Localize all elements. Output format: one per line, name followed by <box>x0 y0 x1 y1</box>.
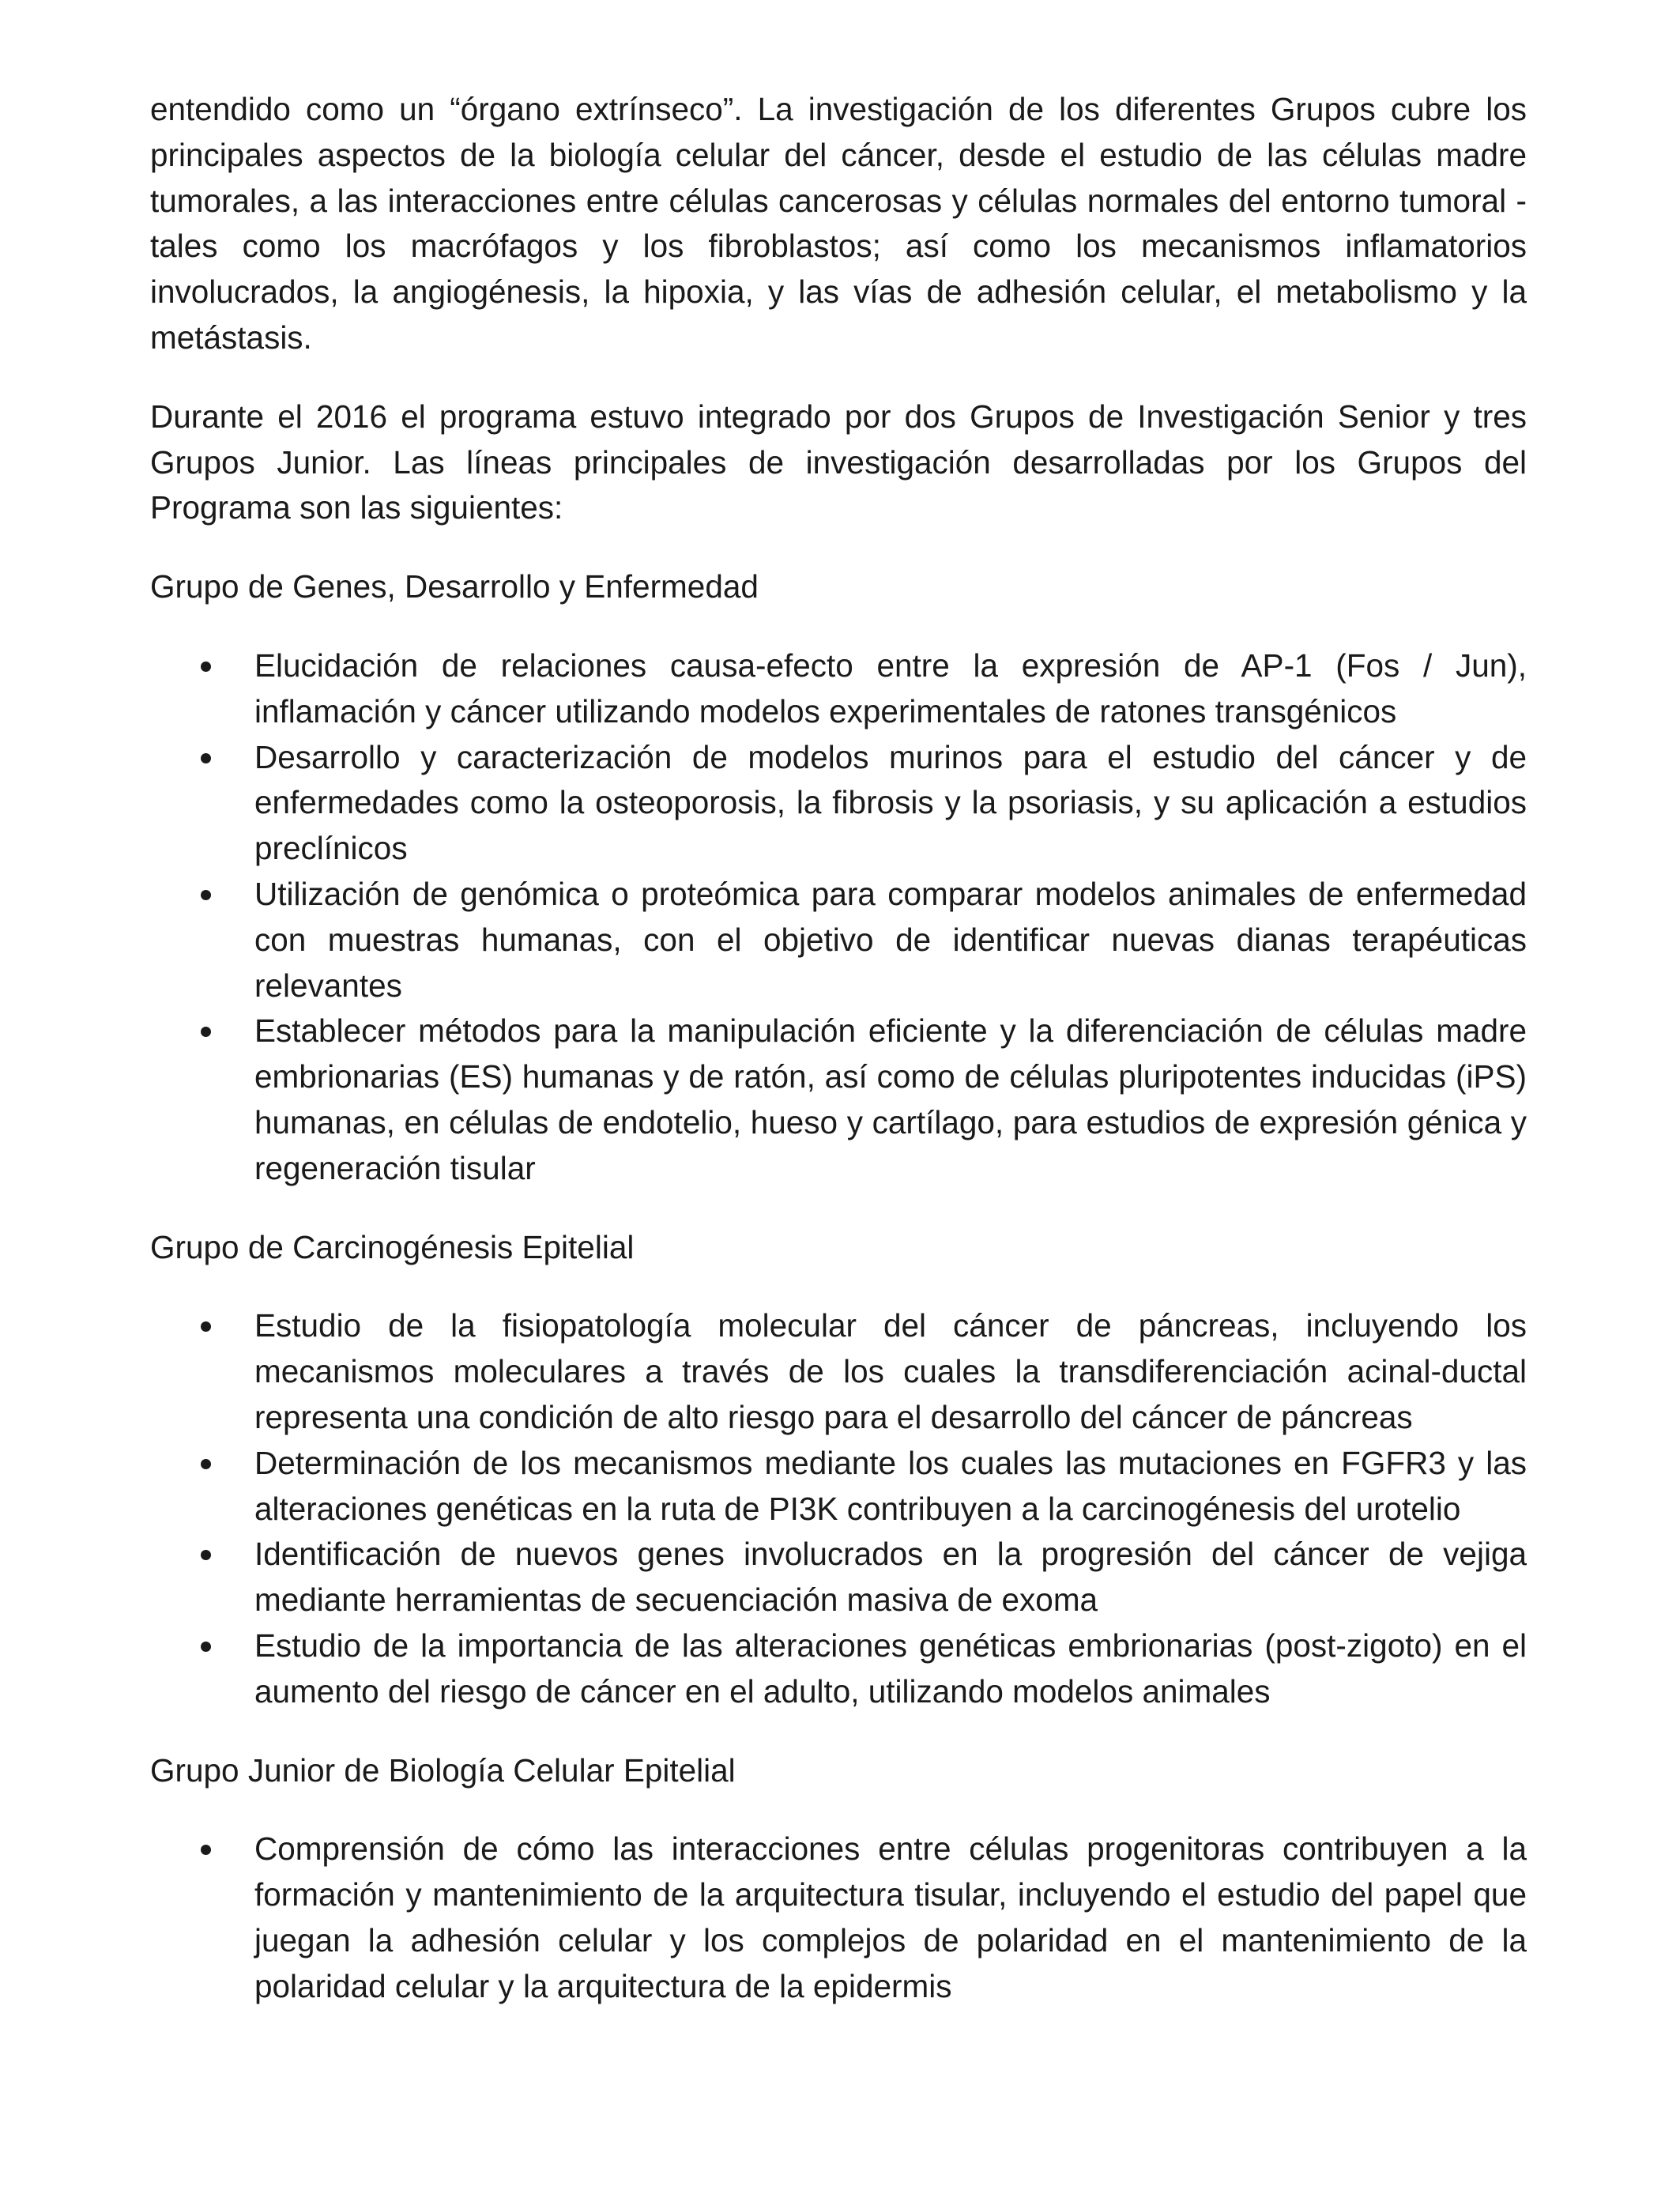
list-item <box>150 1532 1527 1623</box>
bullet-icon <box>201 1845 211 1855</box>
bullet-icon <box>201 662 211 672</box>
list-item <box>150 1008 1527 1191</box>
group-list-carcinogenesis-epitelial <box>150 1303 1527 1714</box>
list-item-text: Estudio de la fisiopatología molecular del cáncer de páncreas, incluyendo los mecanismos moleculares a través de los cuales la transdiferenciación acinal-ductal representa una condición de alto riesgo para el desarrollo del cáncer de páncreas <box>254 1307 1527 1435</box>
bullet-icon <box>201 753 211 763</box>
group-heading-genes-desarrollo: Grupo de Genes, Desarrollo y Enfermedad <box>150 568 759 605</box>
group-list-biologia-celular-epitelial <box>150 1826 1527 2009</box>
list-item <box>150 872 1527 1008</box>
list-item <box>150 1441 1527 1532</box>
bullet-icon <box>201 1027 211 1037</box>
intro-paragraph-2: Durante el 2016 el programa estuvo integrado por dos Grupos de Investigación Senior y tres Grupos Junior. Las líneas principales de investigación desarrolladas por los Grupos del Programa son las siguientes: <box>150 398 1527 526</box>
list-item-text: Determinación de los mecanismos mediante los cuales las mutaciones en FGFR3 y las alteraciones genéticas en la ruta de PI3K contribuyen a la carcinogénesis del urotelio <box>254 1444 1527 1527</box>
group-heading-carcinogenesis-epitelial: Grupo de Carcinogénesis Epitelial <box>150 1228 635 1265</box>
bullet-icon <box>201 1642 211 1652</box>
list-item <box>150 1623 1527 1715</box>
page-content <box>150 87 1527 2042</box>
bullet-icon <box>201 1550 211 1560</box>
list-item-text: Desarrollo y caracterización de modelos murinos para el estudio del cáncer y de enfermedades como la osteoporosis, la fibrosis y la psoriasis, y su aplicación a estudios preclínicos <box>254 738 1527 867</box>
list-item-text: Estudio de la importancia de las alteraciones genéticas embrionarias (post-zigoto) en el aumento del riesgo de cáncer en el adulto, utilizando modelos animales <box>254 1627 1527 1710</box>
group-list-genes-desarrollo <box>150 643 1527 1192</box>
list-item-text: Comprensión de cómo las interacciones entre células progenitoras contribuyen a la formación y mantenimiento de la arquitectura tisular, incluyendo el estudio del papel que juegan la adhesión celular y los complejos de polaridad en el mantenimiento de la polaridad celular y la arquitectura de la epidermis <box>254 1830 1527 2004</box>
list-item-text: Identificación de nuevos genes involucrados en la progresión del cáncer de vejiga mediante herramientas de secuenciación masiva de exoma <box>254 1536 1527 1619</box>
bullet-icon <box>201 1459 211 1469</box>
bullet-icon <box>201 1321 211 1332</box>
list-item <box>150 1303 1527 1440</box>
group-heading-biologia-celular-epitelial: Grupo Junior de Biología Celular Epitelial <box>150 1751 736 1789</box>
list-item-text: Establecer métodos para la manipulación eficiente y la diferenciación de células madre embrionarias (ES) humanas y de ratón, así como de células pluripotentes inducidas (iPS) humanas, en células de endotelio, hueso y cartílago, para estudios de expresión génica y regeneración tisular <box>254 1012 1527 1186</box>
list-item-text: Utilización de genómica o proteómica para comparar modelos animales de enfermedad con muestras humanas, con el objetivo de identificar nuevas dianas terapéuticas relevantes <box>254 875 1527 1004</box>
list-item <box>150 735 1527 872</box>
list-item <box>150 643 1527 735</box>
intro-paragraph-1: entendido como un “órgano extrínseco”. La investigación de los diferentes Grupos cubre los principales aspectos de la biología celular del cáncer, desde el estudio de las células madre tumorales, a las interacciones entre células cancerosas y células normales del entorno tumoral - tales como los macrófagos y los fibroblastos; así como los mecanismos inflamatorios involucrados, la angiogénesis, la hipoxia, y las vías de adhesión celular, el metabolismo y la metástasis. <box>150 91 1527 356</box>
list-item <box>150 1826 1527 2009</box>
bullet-icon <box>201 890 211 900</box>
list-item-text: Elucidación de relaciones causa-efecto entre la expresión de AP-1 (Fos / Jun), inflamación y cáncer utilizando modelos experimentales de ratones transgénicos <box>254 647 1527 729</box>
